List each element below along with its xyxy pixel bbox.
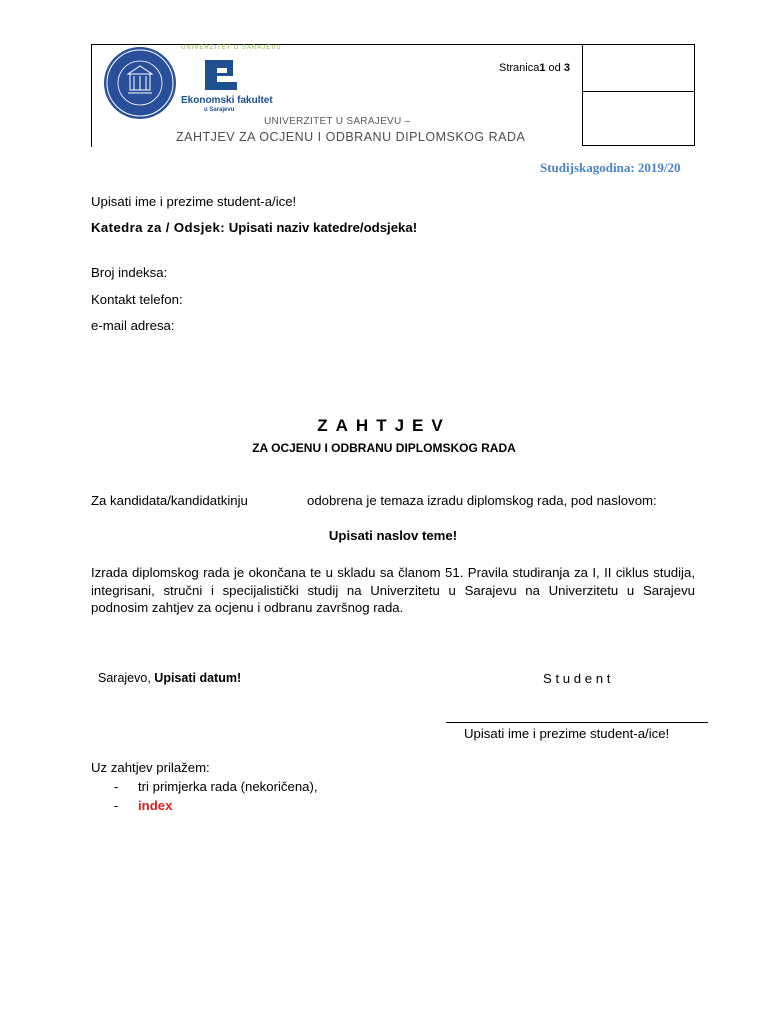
topic-placeholder: Upisati naslov teme! (328, 528, 458, 543)
date-placeholder: Upisati datum! (154, 671, 242, 685)
faculty-name: Ekonomski fakultet (181, 95, 273, 106)
email-label: e-mail adresa: (91, 318, 175, 333)
document-title: ZAHTJEV (317, 416, 451, 435)
department-placeholder: Upisati naziv katedre/odsjeka! (228, 220, 418, 235)
study-year: Studijskagodina: 2019/20 (540, 160, 681, 175)
header-request-title: ZAHTJEV ZA OCJENU I ODBRANU DIPLOMSKOG RADA (176, 130, 526, 144)
page-number-cell (582, 44, 695, 146)
index-label: Broj indeksa: (91, 265, 168, 280)
document-subtitle: ZA OCJENU I ODBRANU DIPLOMSKOG RADA (252, 441, 516, 455)
place-label: Sarajevo, (98, 671, 151, 685)
faculty-city: u Sarajevu (204, 107, 235, 113)
student-name-placeholder: Upisati ime i prezime student-a/ice! (91, 194, 297, 209)
page-number-divider (583, 91, 694, 92)
faculty-logo-icon (203, 58, 241, 92)
student-signature-label: S t u d e n t (543, 671, 611, 686)
signature-line (446, 722, 708, 723)
faculty-tagline: UNIVERZITET U SARAJEVU (181, 45, 282, 51)
attachment-item: tri primjerka rada (nekoričena), (138, 779, 318, 794)
attachment-bullet: - (114, 798, 119, 813)
header-left-border (91, 44, 92, 147)
candidate-label: Za kandidata/kandidatkinju (91, 493, 248, 508)
phone-label: Kontakt telefon: (91, 292, 183, 307)
approved-text: odobrena je temaza izradu diplomskog rada, pod naslovom: (307, 493, 657, 508)
signature-name-placeholder: Upisati ime i prezime student-a/ice! (464, 726, 670, 741)
university-seal-icon (103, 46, 177, 120)
attachment-item-highlighted: index (138, 798, 173, 813)
attachments-intro: Uz zahtjev prilažem: (91, 760, 210, 775)
request-paragraph: Izrada diplomskog rada je okončana te u skladu sa članom 51. Pravila studiranja za I, II ciklus studija, integrisani, stručni i specijalistički studij na Univerzitetu u Sarajevu na Univerzitetu u Sarajevu podnosim zahtjev za ocjenu i odbranu završnog rada. (91, 565, 695, 615)
page-number: Stranica1 od 3 (499, 62, 570, 74)
attachment-bullet: - (114, 779, 119, 794)
place-date-line (98, 671, 241, 685)
university-line: UNIVERZITET U SARAJEVU – (264, 116, 411, 127)
department-line (91, 220, 417, 235)
department-label: Katedra za / Odsjek: (91, 220, 226, 235)
